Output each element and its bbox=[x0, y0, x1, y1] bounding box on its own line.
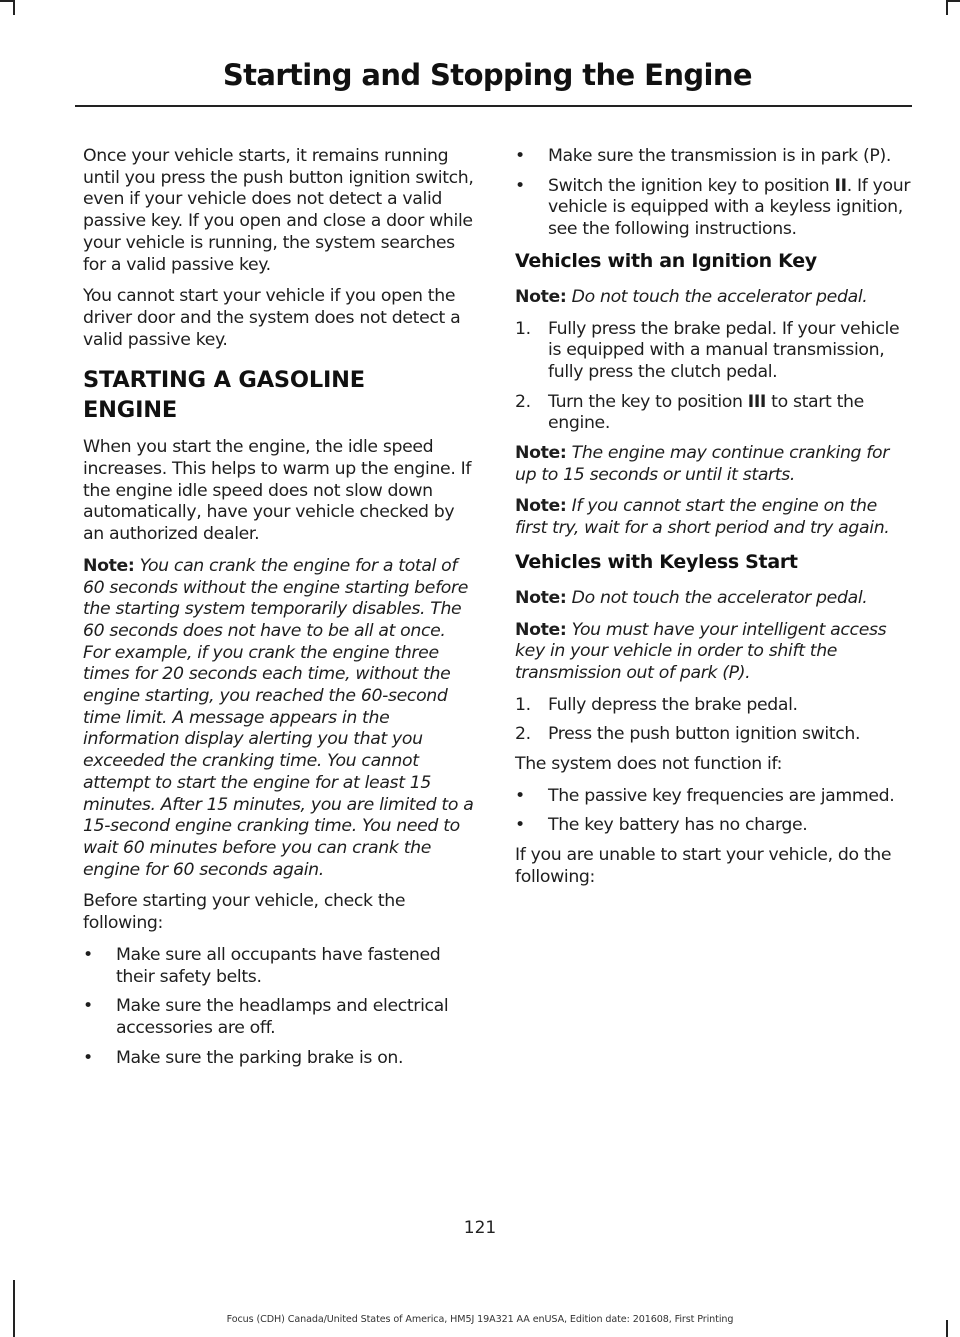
bullet-mark: • bbox=[83, 944, 93, 965]
note-accelerator bbox=[515, 287, 911, 309]
section-heading-line1: STARTING A GASOLINE bbox=[83, 367, 365, 394]
step-text: Press the push button ignition switch. bbox=[548, 724, 861, 745]
step-text: Fully depress the brake pedal. bbox=[548, 694, 798, 715]
subheading-keyless-start: Vehicles with Keyless Start bbox=[515, 550, 798, 573]
step-number: 1. bbox=[515, 318, 531, 339]
note-text: Do not touch the accelerator pedal. bbox=[571, 587, 868, 608]
page-number: 121 bbox=[463, 1218, 497, 1238]
note-access-key bbox=[515, 620, 911, 685]
note-cranking bbox=[83, 556, 477, 882]
list-item bbox=[83, 945, 477, 988]
crop-mark bbox=[13, 0, 15, 15]
list-item-text: Make sure the transmission is in park (P). bbox=[548, 146, 891, 166]
list-item-text bbox=[548, 176, 910, 239]
step-text: Fully press the brake pedal. If your vehicle is equipped with a manual transmission, fully press the clutch pedal. bbox=[548, 318, 900, 382]
list-item bbox=[83, 1048, 477, 1070]
gasoline-paragraph: When you start the engine, the idle speed increases. This helps to warm up the engine. If the engine idle speed does not slow down automatically, have your vehicle checked by an authorized dealer. bbox=[83, 437, 472, 545]
bullet-mark: • bbox=[515, 175, 525, 196]
note-text: The engine may continue cranking for up to 15 seconds or until it starts. bbox=[515, 443, 890, 485]
text-run: . If your vehicle is equipped with a keyless ignition, see the following instructions. bbox=[548, 175, 911, 240]
bullet-mark: • bbox=[515, 146, 525, 166]
note-text: You can crank the engine for a total of 60 seconds without the engine starting before the starting system temporarily disables. The 60 seconds does not have to be all at once. For example, if you crank the engine three times for 20 seconds each time, without the engine starting, you reached the 60-second time limit. A message appears in the information display alerting you that you exceeded the cranking time. You cannot attempt to start the engine for at least 15 minutes. After 15 minutes, you are limited to a 15-second engine cranking time. You need to wait 60 minutes before you can crank the engine for 60 seconds again. bbox=[83, 555, 474, 880]
list-item bbox=[515, 146, 911, 168]
bullet-mark: • bbox=[83, 1047, 93, 1068]
crop-mark bbox=[13, 1280, 15, 1337]
right-column bbox=[515, 146, 911, 899]
title-divider bbox=[75, 105, 912, 107]
crop-mark bbox=[946, 0, 948, 15]
intro-paragraph: Once your vehicle starts, it remains running until you press the push button ignition switch, even if your vehicle does not detect a valid passive key. If you open and close a door while your vehicle is running, the system searches for a valid passive key. bbox=[83, 146, 474, 275]
crop-mark bbox=[0, 0, 14, 2]
bullet-mark: • bbox=[83, 996, 93, 1017]
checklist bbox=[83, 945, 477, 1070]
note-label: Note: bbox=[515, 496, 567, 517]
note-text: If you cannot start the engine on the first try, wait for a short period and try again. bbox=[515, 496, 890, 539]
list-item-text: Make sure the headlamps and electrical accessories are off. bbox=[116, 996, 449, 1038]
list-item-text: Make sure the parking brake is on. bbox=[116, 1047, 404, 1068]
subheading-ignition-key: Vehicles with an Ignition Key bbox=[515, 249, 817, 272]
step-item bbox=[515, 392, 911, 435]
step-item bbox=[515, 724, 911, 746]
note-text: Do not touch the accelerator pedal. bbox=[571, 286, 868, 307]
step-number: 1. bbox=[515, 694, 531, 715]
crop-mark bbox=[946, 0, 960, 2]
list-item-text: The key battery has no charge. bbox=[548, 815, 808, 836]
footer-edition-info: Focus (CDH) Canada/United States of America, HM5J 19A321 AA enUSA, Edition date: 201608, First Printing bbox=[226, 1314, 734, 1325]
step-item bbox=[515, 319, 911, 384]
position-label: II bbox=[834, 175, 847, 196]
left-column bbox=[83, 146, 477, 1077]
step-text bbox=[548, 392, 864, 434]
note-retry bbox=[515, 496, 911, 539]
list-item-text: The passive key frequencies are jammed. bbox=[548, 785, 895, 806]
keyless-steps bbox=[515, 695, 911, 746]
step-number: 2. bbox=[515, 724, 531, 745]
note-cranking-time bbox=[515, 443, 911, 486]
checklist-intro: Before starting your vehicle, check the following: bbox=[83, 891, 406, 934]
note-label: Note: bbox=[83, 555, 135, 576]
list-item-text: Make sure all occupants have fastened their safety belts. bbox=[116, 944, 441, 987]
note-text: You must have your intelligent access key in your vehicle in order to shift the transmission out of park (P). bbox=[515, 619, 887, 683]
intro-paragraph-2: You cannot start your vehicle if you open the driver door and the system does not detect a valid passive key. bbox=[83, 286, 461, 350]
page-title: Starting and Stopping the Engine bbox=[222, 58, 752, 92]
note-label: Note: bbox=[515, 587, 567, 608]
list-item bbox=[515, 815, 911, 837]
bullet-mark: • bbox=[515, 815, 525, 836]
bullet-mark: • bbox=[515, 785, 525, 806]
function-conditions bbox=[515, 786, 911, 837]
ignition-key-steps bbox=[515, 319, 911, 436]
text-run: Switch the ignition key to position bbox=[548, 175, 835, 196]
text-run: Turn the key to position bbox=[548, 391, 748, 412]
note-label: Note: bbox=[515, 619, 567, 640]
function-intro: The system does not function if: bbox=[515, 754, 783, 775]
note-label: Note: bbox=[515, 443, 567, 464]
section-heading bbox=[83, 365, 477, 425]
list-item bbox=[515, 786, 911, 808]
note-label: Note: bbox=[515, 286, 567, 307]
list-item bbox=[515, 176, 911, 241]
step-number: 2. bbox=[515, 391, 531, 412]
unable-paragraph: If you are unable to start your vehicle, do the following: bbox=[515, 845, 892, 887]
section-heading-line2: ENGINE bbox=[83, 397, 178, 424]
position-label: III bbox=[747, 391, 767, 412]
list-item bbox=[83, 996, 477, 1039]
note-accelerator-keyless bbox=[515, 588, 911, 610]
step-item bbox=[515, 695, 911, 717]
checklist-continued bbox=[515, 146, 911, 241]
text-run: to start the engine. bbox=[548, 391, 864, 434]
